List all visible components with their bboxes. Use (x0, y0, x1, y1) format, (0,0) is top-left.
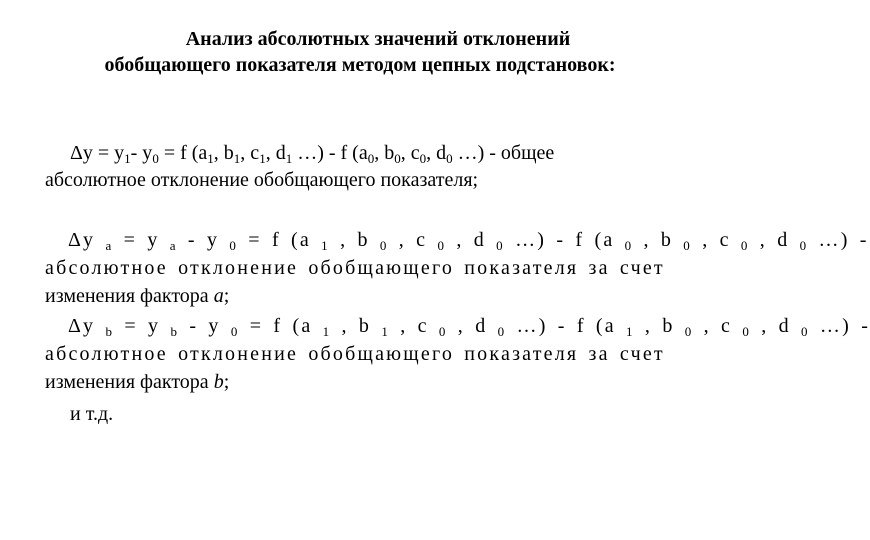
ending-text: и т.д. (70, 403, 114, 425)
formula-1-description: абсолютное отклонение обобщающего показателя; (45, 169, 479, 191)
formula-2: Δy $_a$ = y $_a$ - y $_0$ = f (a $_1$ , b $_0$ , c $_0$ , d $_0$ …) - f (a $_0$ , b $_0$ , c $_0$ , d $_0$ …) - (68, 229, 869, 253)
factor-name: a (213, 285, 224, 307)
formula-2-description: абсолютное отклонение обобщающего показателя за счет (45, 257, 665, 279)
slide-title (0, 26, 720, 78)
formula-2-factor-line (45, 284, 229, 308)
factor-suffix: ; (223, 285, 230, 307)
formula-3-factor-line (45, 370, 229, 394)
factor-prefix: изменения фактора (45, 371, 214, 393)
factor-suffix: ; (223, 371, 230, 393)
title-line-1: Анализ абсолютных значений отклонений (185, 28, 571, 50)
formula-3: Δy $_b$ = y $_b$ - y $_0$ = f (a $_1$ , b $_1$ , c $_0$ , d $_0$ …) - f (a $_1$ , b $_0$ , c $_0$ , d $_0$ …) - (68, 315, 870, 339)
factor-prefix: изменения фактора (45, 285, 214, 307)
formula-1: $\Delta y = y_1-$ $y_0 = f$ ($a_1$, $b_1$, $c_1$, $d_1$ …) - f ($a_0$, $b_0$, $c_0$, $d_0$ …) - общее (70, 142, 555, 166)
factor-name: b (213, 371, 224, 393)
title-line-2: обобщающего показателя методом цепных подстановок: (104, 54, 616, 76)
formula-3-description: абсолютное отклонение обобщающего показателя за счет (45, 343, 665, 365)
